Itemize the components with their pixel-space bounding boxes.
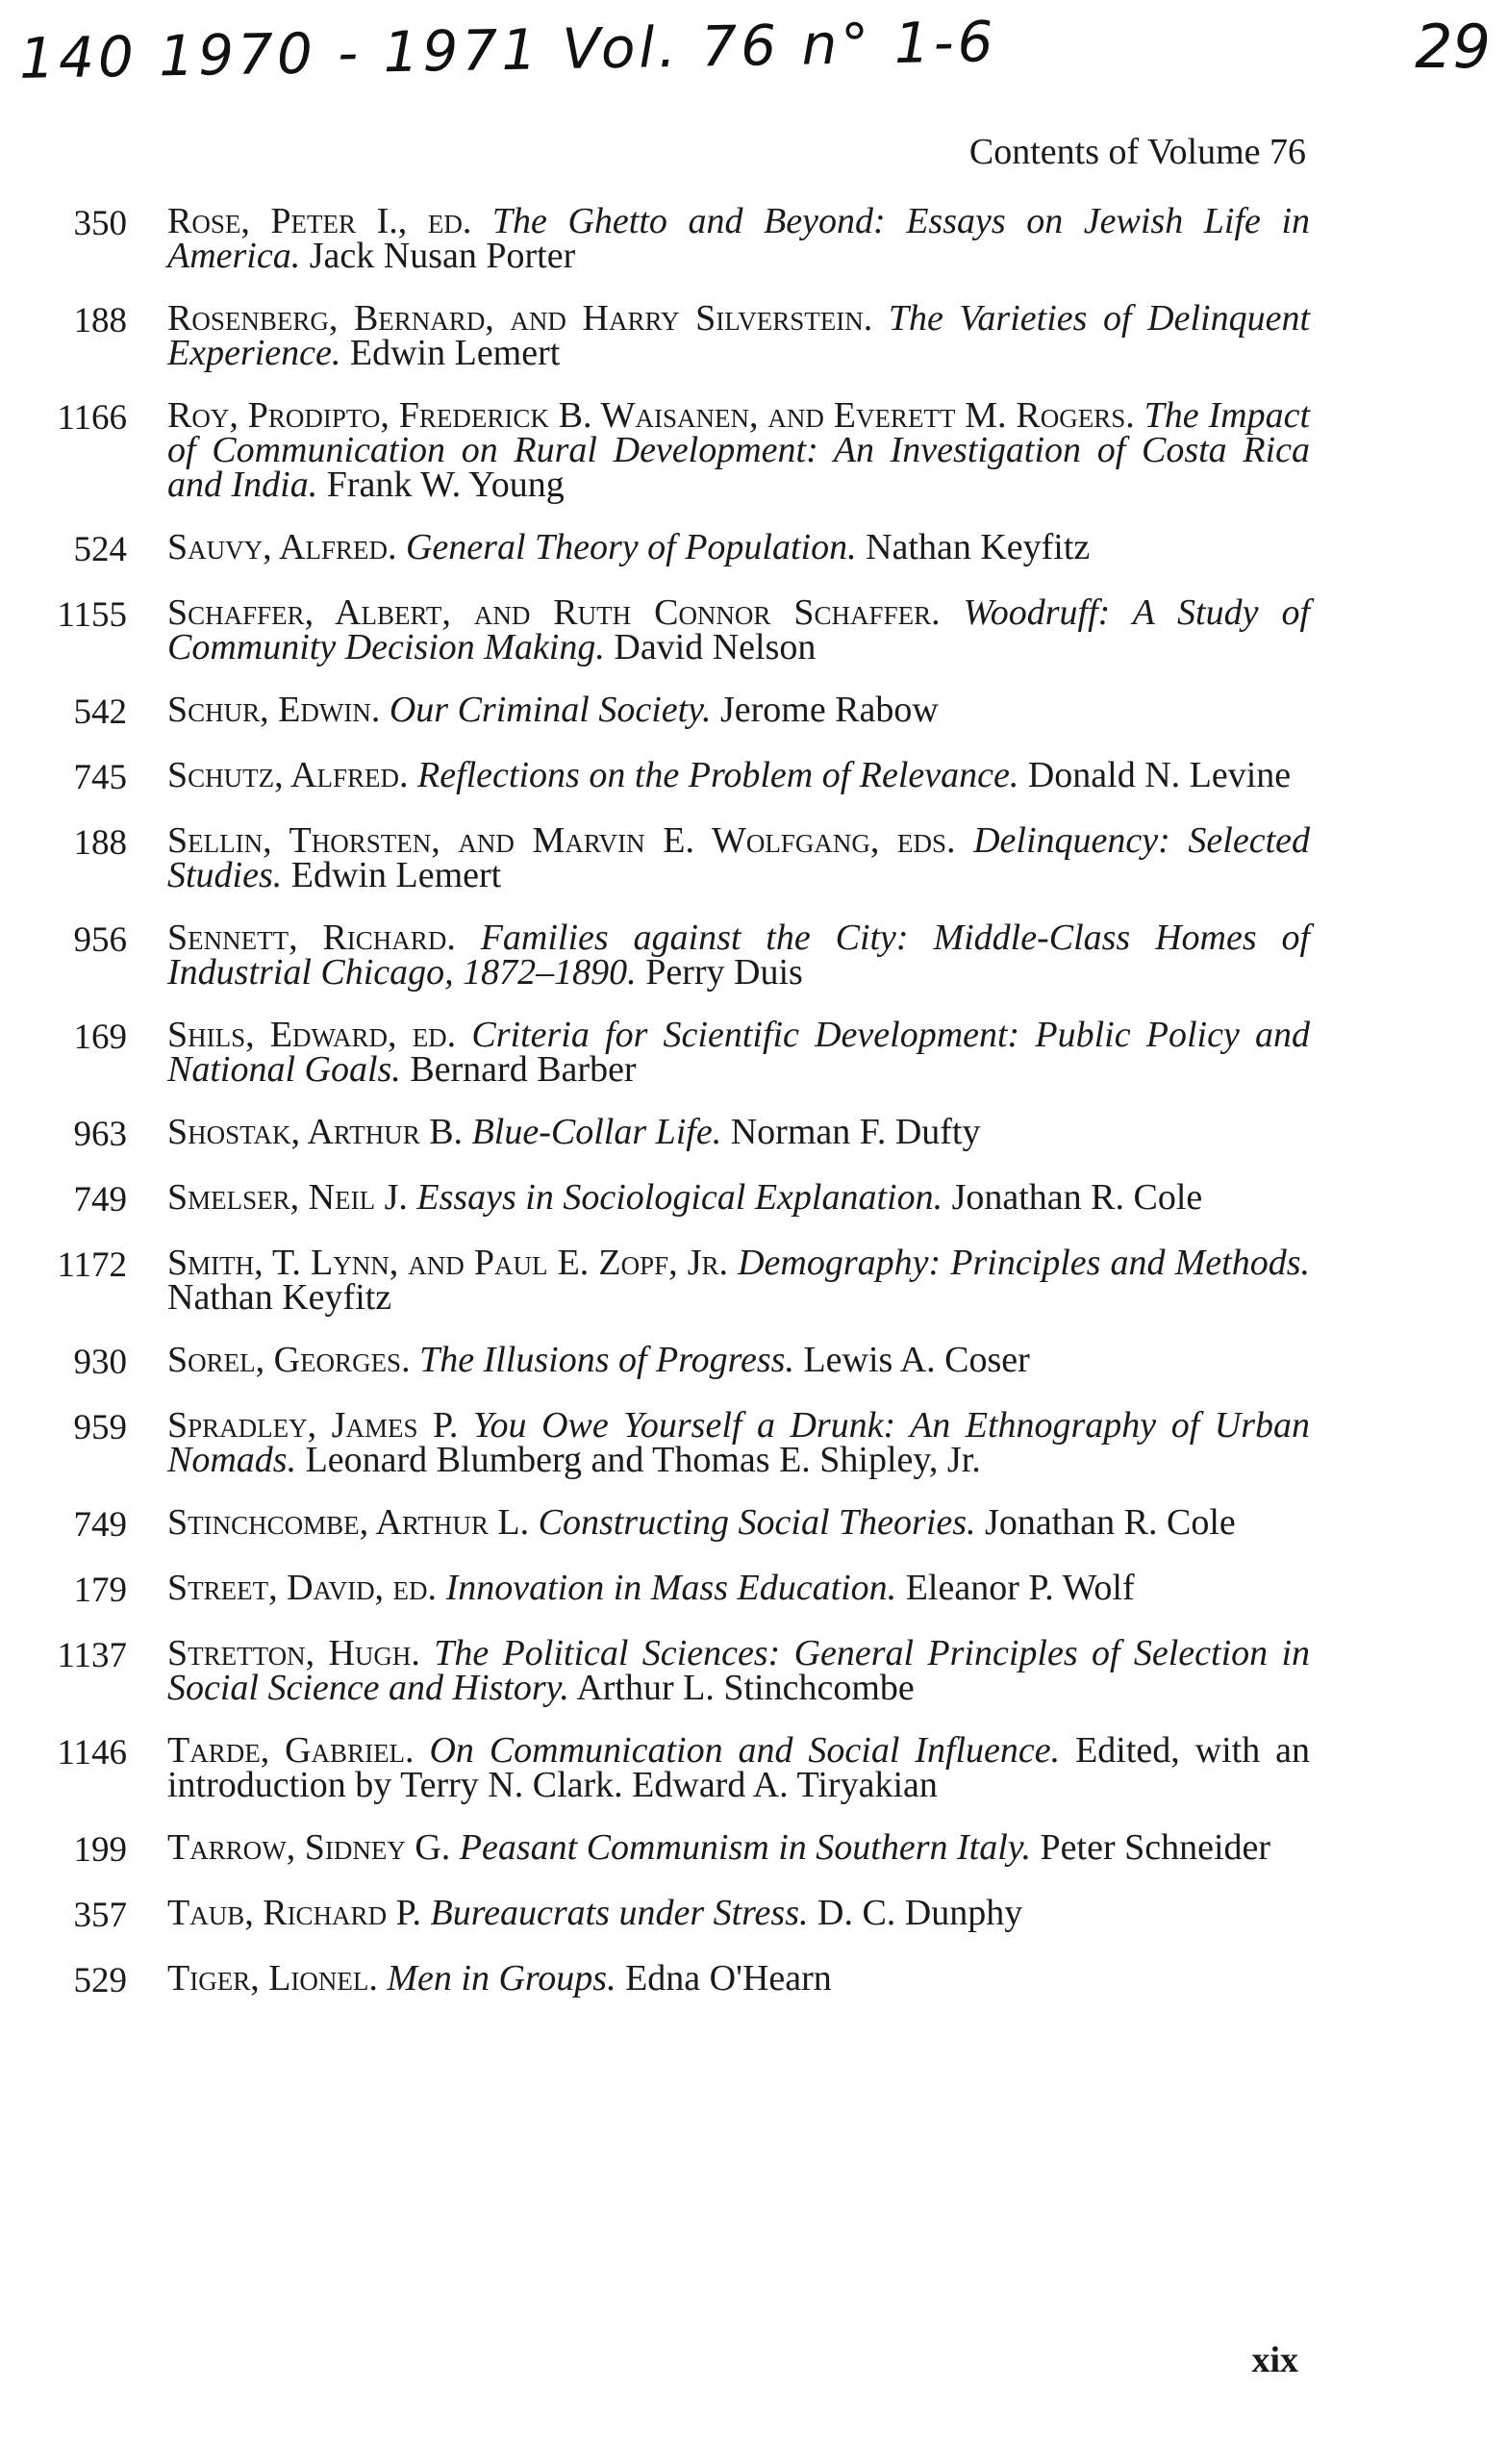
entry-reviewer: Arthur L. Stinchcombe (576, 1668, 915, 1708)
entry-title: Demography: Principles and Methods. (738, 1243, 1310, 1283)
entry-text (167, 1243, 1310, 1318)
handwritten-annotation: 140 1970 - 1971 Vol. 76 n° 1-6 (18, 9, 998, 91)
entry-title: The Impact of Communication on Rural Development: An Investigation of Costa Rica and India. (167, 395, 1311, 505)
list-item (0, 918, 1508, 993)
entry-reviewer: Leonard Blumberg and Thomas E. Shipley, Jr. (305, 1440, 981, 1480)
entry-text (167, 592, 1311, 667)
list-item (0, 755, 1508, 797)
entry-reviewer: David Nelson (614, 627, 817, 667)
entry-page-number: 542 (73, 692, 127, 732)
page-folio: xix (1251, 2340, 1298, 2380)
list-item (0, 592, 1508, 667)
entry-reviewer: Nathan Keyfitz (167, 1277, 392, 1318)
entry-title: Constructing Social Theories. (538, 1502, 976, 1543)
entry-reviewer: Jonathan R. Cole (985, 1502, 1236, 1543)
entry-title: The Political Sciences: General Principles of Selection in Social Science and History. (167, 1633, 1311, 1708)
entry-text (167, 1893, 1310, 1933)
list-item (0, 1958, 1508, 2000)
entry-author: Shostak, Arthur B. (167, 1112, 464, 1152)
entry-text (167, 1340, 1310, 1380)
entry-text (167, 1015, 1310, 1090)
list-item (0, 1827, 1508, 1870)
entry-reviewer: Nathan Keyfitz (866, 527, 1091, 567)
entry-author: Schur, Edwin. (167, 690, 381, 730)
entry-reviewer: Perry Duis (645, 952, 803, 993)
entry-reviewer: Bernard Barber (410, 1049, 637, 1090)
entry-page-number: 188 (73, 823, 127, 863)
entry-page-number: 529 (73, 1961, 127, 2000)
entry-author: Tarde, Gabriel. (167, 1730, 415, 1771)
entry-reviewer: D. C. Dunphy (817, 1893, 1023, 1933)
entry-title: Essays in Sociological Explanation. (416, 1177, 943, 1218)
entry-page-number: 1172 (57, 1245, 127, 1285)
entry-author: Tiger, Lionel. (167, 1958, 378, 1999)
entry-title: Peasant Communism in Southern Italy. (459, 1827, 1032, 1868)
entry-author: Sennett, Richard. (167, 918, 456, 958)
list-item (0, 1502, 1508, 1545)
entry-author: Taub, Richard P. (167, 1893, 421, 1933)
entry-reviewer: Frank W. Young (326, 465, 565, 505)
entry-page-number: 1137 (57, 1636, 127, 1675)
entry-author: Tarrow, Sidney G. (167, 1827, 451, 1868)
entry-text (167, 1633, 1311, 1708)
list-item (0, 692, 1508, 730)
entry-title: On Communication and Social Influence. (429, 1730, 1061, 1771)
entry-text (167, 1112, 1310, 1152)
entry-reviewer: Edwin Lemert (290, 855, 502, 895)
entry-title: Criteria for Scientific Development: Public Policy and National Goals. (167, 1015, 1310, 1090)
entry-page-number: 1166 (57, 398, 127, 438)
entry-author: Stretton, Hugh. (167, 1633, 420, 1673)
running-head: Contents of Volume 76 (968, 132, 1306, 172)
entry-title: Bureaucrats under Stress. (430, 1893, 809, 1933)
handwritten-corner-number: 29 (1415, 12, 1491, 82)
entry-author: Sellin, Thorsten, and Marvin E. Wolfgang, eds. (167, 820, 956, 861)
entry-page-number: 169 (73, 1018, 127, 1057)
entry-author: Rosenberg, Bernard, and Harry Silverstein. (167, 298, 873, 339)
entry-text (167, 692, 1310, 730)
entry-text (167, 755, 1310, 795)
entry-author: Spradley, James P. (167, 1405, 459, 1446)
entry-page-number: 749 (73, 1180, 127, 1219)
entry-page-number: 357 (73, 1896, 127, 1935)
entry-text (167, 1730, 1310, 1805)
list-item (0, 1405, 1508, 1480)
entry-text (167, 820, 1311, 895)
entry-reviewer: Edited, with an introduction by Terry N. Clark. Edward A. Tiryakian (167, 1730, 1310, 1805)
list-item (0, 1633, 1508, 1708)
entry-reviewer: Jonathan R. Cole (951, 1177, 1203, 1218)
entry-title: The Ghetto and Beyond: Essays on Jewish Life in America. (167, 201, 1311, 276)
entry-text (167, 298, 1311, 373)
entry-page-number: 188 (73, 301, 127, 340)
list-item (0, 1340, 1508, 1382)
list-item (0, 201, 1508, 276)
entry-page-number: 179 (73, 1571, 127, 1610)
entry-title: General Theory of Population. (405, 527, 857, 567)
entry-title: Our Criminal Society. (389, 690, 712, 730)
entry-reviewer: Jack Nusan Porter (309, 236, 576, 276)
entry-author: Smelser, Neil J. (167, 1177, 408, 1218)
entry-author: Sauvy, Alfred. (167, 527, 397, 567)
list-item (0, 1177, 1508, 1219)
entry-page-number: 956 (73, 920, 127, 960)
list-item (0, 820, 1508, 895)
entry-page-number: 199 (73, 1830, 127, 1870)
list-item (0, 1730, 1508, 1805)
entry-text (167, 1502, 1310, 1543)
entry-text (167, 527, 1310, 567)
entry-text (167, 201, 1311, 276)
entry-reviewer: Edwin Lemert (349, 333, 561, 373)
entry-page-number: 745 (73, 758, 127, 797)
entry-author: Stinchcombe, Arthur L. (167, 1502, 530, 1543)
entry-reviewer: Edna O'Hearn (625, 1958, 832, 1999)
entry-title: Delinquency: Selected Studies. (167, 820, 1311, 895)
entry-text (167, 918, 1311, 993)
entry-author: Rose, Peter I., ed. (167, 201, 472, 241)
entry-reviewer: Lewis A. Coser (803, 1340, 1030, 1380)
entry-text (167, 395, 1311, 505)
entry-title: Innovation in Mass Education. (445, 1568, 897, 1608)
list-item (0, 1568, 1508, 1610)
entry-page-number: 749 (73, 1505, 127, 1545)
entry-title: Reflections on the Problem of Relevance. (416, 755, 1019, 795)
entry-page-number: 1155 (57, 595, 127, 635)
entry-reviewer: Jerome Rabow (719, 690, 939, 730)
entry-author: Sorel, Georges. (167, 1340, 411, 1380)
entry-author: Schutz, Alfred. (167, 755, 409, 795)
entry-page-number: 350 (73, 204, 127, 243)
list-item (0, 298, 1508, 373)
entry-text (167, 1827, 1310, 1868)
entry-reviewer: Norman F. Dufty (730, 1112, 981, 1152)
entry-page-number: 930 (73, 1343, 127, 1382)
entry-title: Families against the City: Middle-Class Homes of Industrial Chicago, 1872–1890. (167, 918, 1311, 993)
list-item (0, 527, 1508, 569)
entry-title: The Varieties of Delinquent Experience. (167, 298, 1311, 373)
entry-author: Shils, Edward, ed. (167, 1015, 457, 1055)
entry-title: Blue-Collar Life. (471, 1112, 722, 1152)
entry-text (167, 1958, 1310, 1999)
entry-title: Men in Groups. (387, 1958, 616, 1999)
entry-text (167, 1568, 1310, 1608)
entry-title: The Illusions of Progress. (419, 1340, 794, 1380)
entry-page-number: 959 (73, 1408, 127, 1447)
entry-reviewer: Eleanor P. Wolf (905, 1568, 1135, 1608)
list-item (0, 1243, 1508, 1318)
list-item (0, 1112, 1508, 1154)
entry-page-number: 1146 (57, 1733, 127, 1773)
list-item (0, 1893, 1508, 1935)
entry-reviewer: Donald N. Levine (1027, 755, 1292, 795)
entry-page-number: 524 (73, 530, 127, 569)
entry-author: Smith, T. Lynn, and Paul E. Zopf, Jr. (167, 1243, 729, 1283)
entry-page-number: 963 (73, 1115, 127, 1154)
entry-text (167, 1177, 1310, 1218)
list-item (0, 1015, 1508, 1090)
entry-text (167, 1405, 1310, 1480)
entry-title: Woodruff: A Study of Community Decision Making. (167, 592, 1311, 667)
entry-reviewer: Peter Schneider (1040, 1827, 1271, 1868)
list-item (0, 395, 1508, 505)
entry-author: Roy, Prodipto, Frederick B. Waisanen, and Everett M. Rogers. (167, 395, 1135, 436)
contents-list (0, 201, 1508, 2026)
entry-author: Schaffer, Albert, and Ruth Connor Schaffer. (167, 592, 941, 633)
entry-title: You Owe Yourself a Drunk: An Ethnography of Urban Nomads. (167, 1405, 1310, 1480)
entry-author: Street, David, ed. (167, 1568, 438, 1608)
